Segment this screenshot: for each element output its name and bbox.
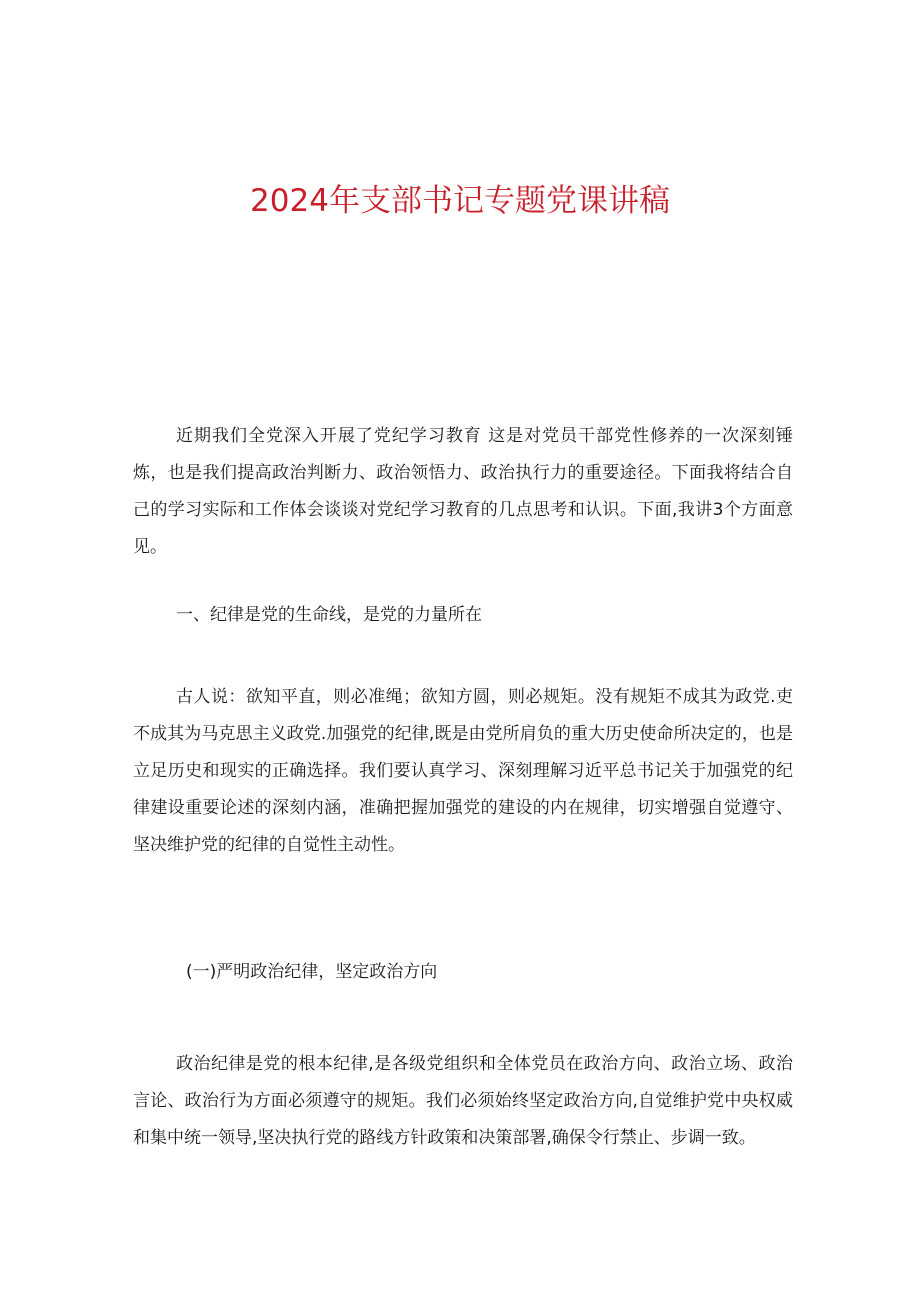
- intro-paragraph: 近期我们全党深入开展了党纪学习教育 这是对党员干部党性修养的一次深刻锤炼，也是我们提高政治判断力、政治领悟力、政治执行力的重要途径。下面我将结合自己的学习实际和工作体会谈谈对党纪学习教育的几点思考和认识。下面,我讲3个方面意见。: [133, 426, 793, 557]
- document-title: 2024年支部书记专题党课讲稿: [250, 182, 670, 219]
- section-1-paragraph: 古人说：欲知平直，则必准绳；欲知方圆，则必规矩。没有规矩不成其为政党.吏不成其为马克思主义政党.加强党的纪律,既是由党所肩负的重大历史使命所决定的，也是立足历史和现实的正确选择。我们要认真学习、深刻理解习近平总书记关于加强党的纪律建设重要论述的深刻内涵，准确把握加强党的建设的内在规律，切实增强自觉遵守、坚决维护党的纪律的自觉性主动性。: [133, 687, 793, 855]
- subsection-heading-1: (一)严明政治纪律，坚定政治方向: [186, 962, 438, 982]
- subsection-1-paragraph: 政治纪律是党的根本纪律,是各级党组织和全体党员在政治方向、政治立场、政治言论、政治行为方面必须遵守的规矩。我们必须始终坚定政治方向,自觉维护党中央权威和集中统一领导,坚决执行党的路线方针政策和决策部署,确保令行禁止、步调一致。: [133, 1054, 793, 1148]
- section-heading-1: 一、纪律是党的生命线，是党的力量所在: [176, 605, 482, 625]
